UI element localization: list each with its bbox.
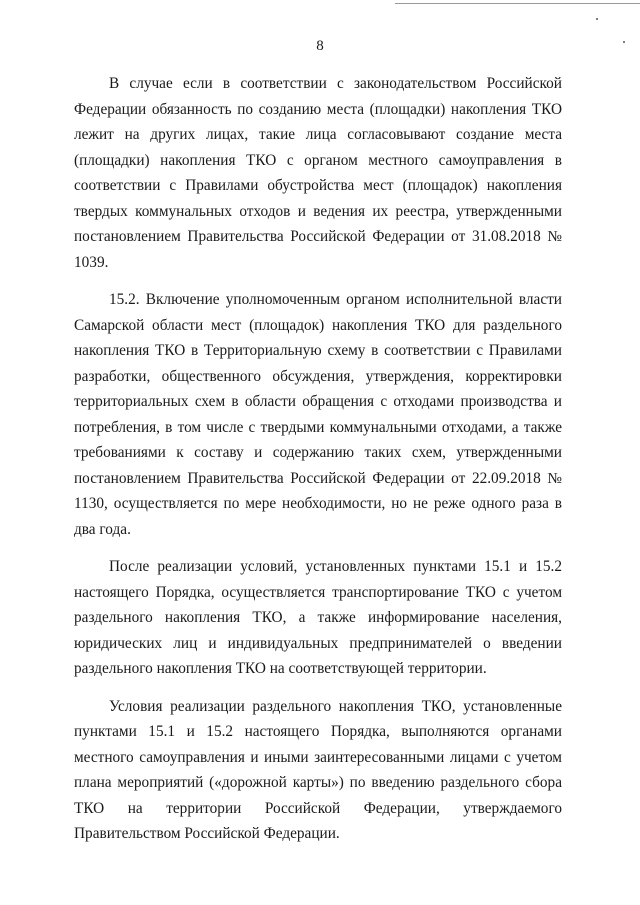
scan-edge-line [395, 3, 640, 4]
paragraph-15-2: 15.2. Включение уполномоченным органом исполнительной власти Самарской области мест (площадок) накопления ТКО для раздельного накопления ТКО в Территориальную схему в соответствии с Правилами разработки, общественного обсуждения, утверждения, корректировки территориальных схем в области обращения с отходами производства и потребления, в том числе с твердыми коммунальными отходами, а также требованиями к составу и содержанию таких схем, утвержденными постановлением Правительства Российской Федерации от 22.09.2018 № 1130, осуществляется по мере необходимости, но не реже одного раза в два года. [74, 291, 562, 538]
page-number: 8 [316, 38, 324, 54]
document-body [74, 71, 562, 859]
paragraph-conditions-implementation: Условия реализации раздельного накопления ТКО, установленные пунктами 15.1 и 15.2 настоящего Порядка, выполняются органами местного самоуправления и иными заинтересованными лицами с учетом плана мероприятий («дорожной карты») по введению раздельного сбора ТКО на территории Российской Федерации, утверждаемого Правительством Российской Федерации. [74, 697, 562, 842]
paragraph-local-authority-approval: В случае если в соответствии с законодательством Российской Федерации обязанность по созданию места (площадки) накопления ТКО лежит на других лицах, такие лица согласовывают создание места (площадки) накопления ТКО с органом местного самоуправления в соответствии с Правилами обустройства мест (площадок) накопления твердых коммунальных отходов и ведения их реестра, утвержденными постановлением Правительства Российской Федерации от 31.08.2018 № 1039. [74, 75, 562, 271]
paragraph-transport-after-conditions: После реализации условий, установленных пунктами 15.1 и 15.2 настоящего Порядка, осуществляется транспортирование ТКО с учетом раздельного накопления ТКО, а также информирование населения, юридических лиц и индивидуальных предпринимателей о введении раздельного накопления ТКО на соответствующей территории. [74, 558, 562, 677]
scan-speck [596, 18, 598, 20]
